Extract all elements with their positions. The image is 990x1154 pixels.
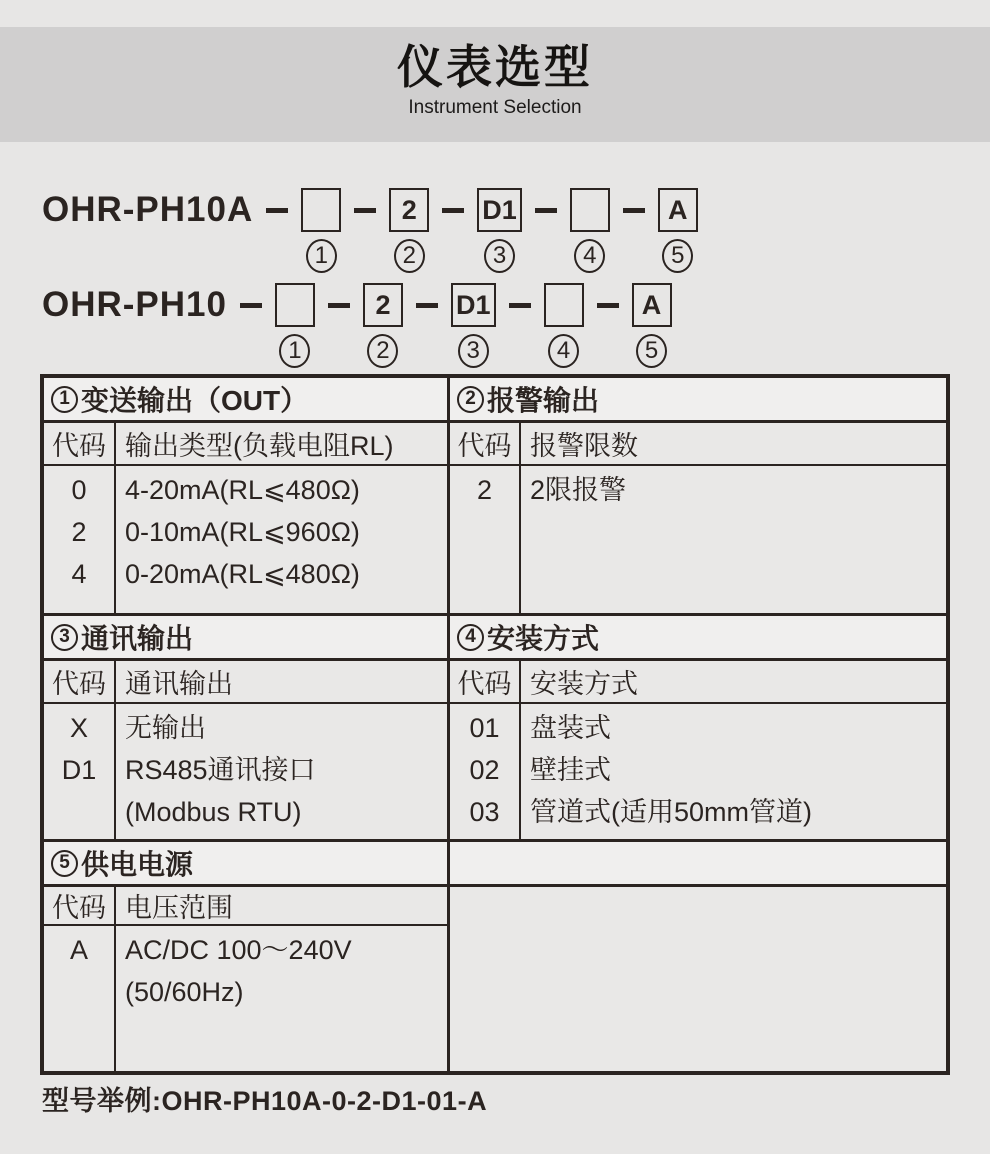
position-circle-icon: 4 bbox=[548, 334, 579, 368]
position-circle-icon: 3 bbox=[458, 334, 489, 368]
position-circle-icon: 3 bbox=[484, 239, 515, 273]
model-line-ph10 bbox=[42, 283, 990, 368]
example-label: 型号举例: bbox=[42, 1086, 162, 1116]
position-circle-icon: 5 bbox=[636, 334, 667, 368]
dash-connector-icon bbox=[416, 303, 438, 308]
code-header-cell: 代码 bbox=[450, 423, 521, 464]
circle-number-icon: 4 bbox=[457, 624, 484, 651]
code-value: X bbox=[69, 713, 88, 743]
desc-value: (Modbus RTU) bbox=[125, 797, 302, 827]
model-code-box: D1 bbox=[477, 188, 522, 232]
circle-number-icon: 1 bbox=[51, 386, 78, 413]
position-circle-icon: 1 bbox=[306, 239, 337, 273]
code-header-cell: 代码 bbox=[44, 661, 116, 702]
model-code-box bbox=[570, 188, 610, 232]
model-name: OHR-PH10A bbox=[42, 190, 254, 229]
circle-number-icon: 3 bbox=[51, 624, 78, 651]
page-title: 仪表选型 bbox=[397, 41, 593, 93]
table-power-supply bbox=[44, 842, 450, 1071]
section-title bbox=[44, 842, 447, 887]
desc-header-cell: 报警限数 bbox=[530, 431, 638, 461]
model-code-box: A bbox=[658, 188, 698, 232]
example-line bbox=[42, 1079, 990, 1118]
code-value: 4 bbox=[71, 559, 87, 589]
desc-value: 4-20mA(RL⩽480Ω) bbox=[125, 475, 360, 505]
table-body bbox=[450, 704, 946, 839]
desc-cell bbox=[116, 466, 447, 613]
section-title-text: 供电电源 bbox=[81, 849, 194, 880]
model-code-box bbox=[275, 283, 315, 327]
model-slot-4 bbox=[570, 188, 610, 273]
position-circle-icon: 2 bbox=[394, 239, 425, 273]
code-value: 03 bbox=[469, 797, 500, 827]
code-value: 02 bbox=[469, 755, 500, 785]
code-header-cell: 代码 bbox=[44, 423, 116, 464]
table-empty-cell bbox=[450, 842, 946, 1071]
column-header-row bbox=[450, 661, 946, 704]
empty-body-cell bbox=[450, 887, 946, 1071]
desc-value: 无输出 bbox=[125, 713, 206, 743]
model-slot-1 bbox=[275, 283, 315, 368]
model-slot-2 bbox=[389, 188, 429, 273]
model-code-box: A bbox=[632, 283, 672, 327]
selection-table bbox=[40, 374, 950, 1075]
model-code-box: 2 bbox=[363, 283, 403, 327]
dash-connector-icon bbox=[442, 208, 464, 213]
model-slot-3 bbox=[477, 188, 522, 273]
desc-cell bbox=[521, 466, 946, 613]
section-title bbox=[44, 378, 447, 423]
dash-connector-icon bbox=[535, 208, 557, 213]
example-value: OHR-PH10A-0-2-D1-01-A bbox=[161, 1086, 488, 1116]
title-band bbox=[0, 27, 990, 142]
desc-value: 盘装式 bbox=[530, 713, 611, 743]
desc-value: AC/DC 100～240V bbox=[125, 935, 352, 965]
page-subtitle: Instrument Selection bbox=[408, 97, 582, 118]
table-body bbox=[44, 466, 447, 613]
column-header-row bbox=[44, 661, 447, 704]
code-cell bbox=[44, 704, 116, 839]
section-title bbox=[450, 616, 946, 661]
table-alarm-output bbox=[450, 378, 946, 613]
model-slot-5 bbox=[658, 188, 698, 273]
section-title-text: 变送输出（OUT） bbox=[81, 385, 309, 416]
model-slot-5 bbox=[632, 283, 672, 368]
position-circle-icon: 2 bbox=[367, 334, 398, 368]
column-header-row bbox=[44, 887, 447, 926]
circle-number-icon: 5 bbox=[51, 850, 78, 877]
code-value: 2 bbox=[71, 517, 87, 547]
code-cell bbox=[44, 926, 116, 1071]
table-body bbox=[44, 926, 447, 1071]
position-circle-icon: 1 bbox=[279, 334, 310, 368]
model-slot-1 bbox=[301, 188, 341, 273]
desc-cell bbox=[116, 704, 447, 839]
dash-connector-icon bbox=[509, 303, 531, 308]
table-section-3 bbox=[44, 842, 946, 1071]
desc-header-cell: 安装方式 bbox=[530, 669, 638, 699]
model-code-box: 2 bbox=[389, 188, 429, 232]
table-section-1 bbox=[44, 378, 946, 616]
model-slot-2 bbox=[363, 283, 403, 368]
section-title bbox=[450, 378, 946, 423]
dash-connector-icon bbox=[266, 208, 288, 213]
table-comm-output bbox=[44, 616, 450, 839]
section-title-text: 报警输出 bbox=[487, 385, 600, 416]
model-code-diagram bbox=[42, 188, 990, 368]
dash-connector-icon bbox=[240, 303, 262, 308]
desc-value: RS485通讯接口 bbox=[125, 755, 316, 785]
code-value: 2 bbox=[476, 475, 493, 505]
table-transmit-output bbox=[44, 378, 450, 613]
section-title-text: 通讯输出 bbox=[81, 623, 194, 654]
desc-cell bbox=[521, 704, 946, 839]
code-header-cell: 代码 bbox=[450, 661, 521, 702]
table-section-2 bbox=[44, 616, 946, 842]
section-title bbox=[44, 616, 447, 661]
desc-cell bbox=[116, 926, 447, 1071]
circle-number-icon: 2 bbox=[457, 386, 484, 413]
desc-value: (50/60Hz) bbox=[125, 977, 244, 1007]
table-body bbox=[44, 704, 447, 839]
dash-connector-icon bbox=[354, 208, 376, 213]
desc-value: 2限报警 bbox=[530, 475, 627, 505]
position-circle-icon: 5 bbox=[662, 239, 693, 273]
desc-value: 管道式(适用50mm管道) bbox=[530, 797, 812, 827]
model-slot-3 bbox=[451, 283, 496, 368]
dash-connector-icon bbox=[597, 303, 619, 308]
table-body bbox=[450, 466, 946, 613]
code-value: 0 bbox=[71, 475, 87, 505]
code-cell bbox=[44, 466, 116, 613]
model-line-ph10a bbox=[42, 188, 990, 273]
desc-value: 0-10mA(RL⩽960Ω) bbox=[125, 517, 360, 547]
code-value: A bbox=[69, 935, 88, 965]
desc-value: 0-20mA(RL⩽480Ω) bbox=[125, 559, 360, 589]
model-slot-4 bbox=[544, 283, 584, 368]
model-name: OHR-PH10 bbox=[42, 285, 227, 324]
code-value: 01 bbox=[469, 713, 500, 743]
code-cell bbox=[450, 704, 521, 839]
dash-connector-icon bbox=[623, 208, 645, 213]
section-title-text: 安装方式 bbox=[487, 623, 600, 654]
desc-header-cell: 电压范围 bbox=[125, 893, 233, 923]
column-header-row bbox=[450, 423, 946, 466]
dash-connector-icon bbox=[328, 303, 350, 308]
position-circle-icon: 4 bbox=[574, 239, 605, 273]
desc-value: 壁挂式 bbox=[530, 755, 611, 785]
model-code-box bbox=[544, 283, 584, 327]
column-header-row bbox=[44, 423, 447, 466]
desc-header-cell: 输出类型(负载电阻RL) bbox=[125, 431, 394, 461]
empty-title-cell bbox=[450, 842, 946, 887]
code-cell bbox=[450, 466, 521, 613]
code-header-cell: 代码 bbox=[44, 887, 116, 924]
table-mounting bbox=[450, 616, 946, 839]
model-code-box bbox=[301, 188, 341, 232]
desc-header-cell: 通讯输出 bbox=[125, 669, 233, 699]
code-value: D1 bbox=[61, 755, 97, 785]
model-code-box: D1 bbox=[451, 283, 496, 327]
